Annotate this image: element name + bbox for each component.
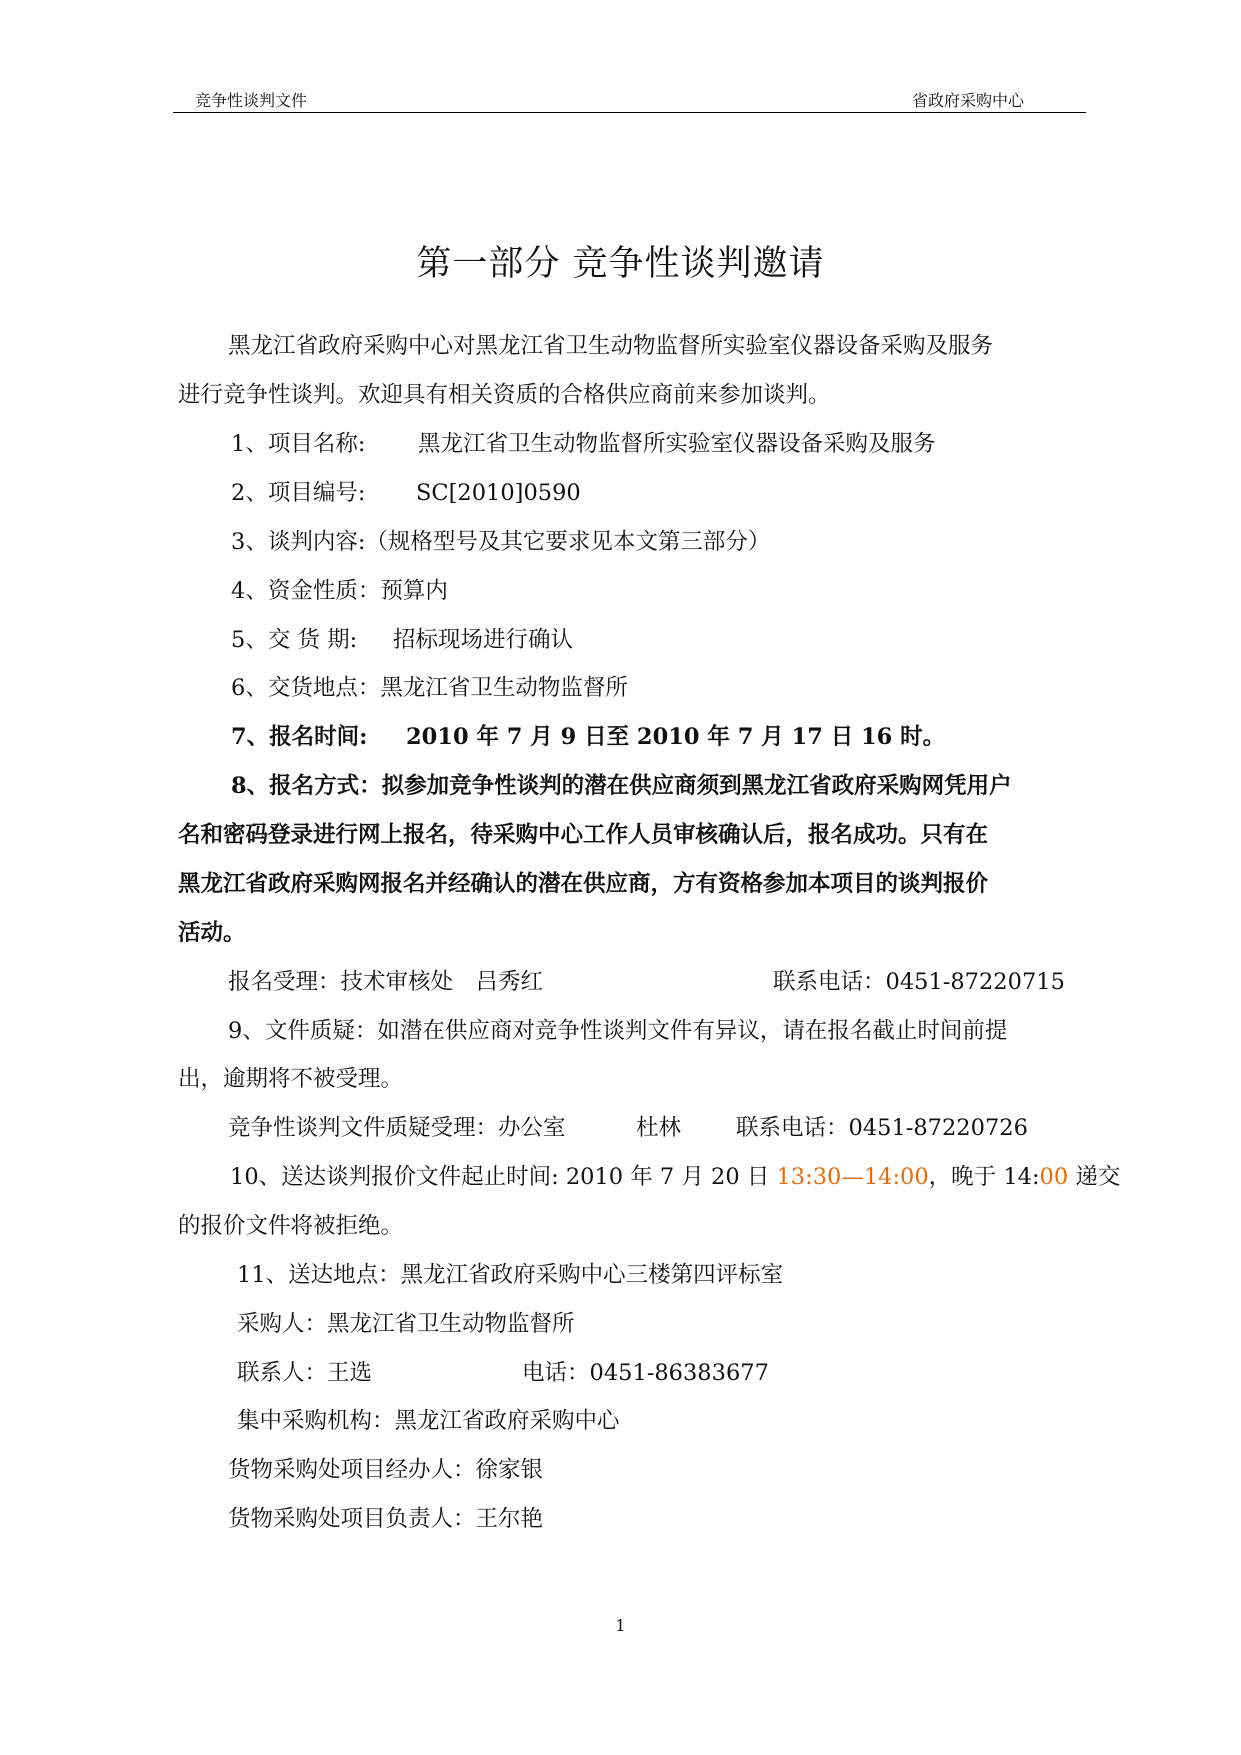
buyer-contact: 联系人：王选 (237, 1360, 373, 1386)
header-organization: 省政府采购中心 (911, 91, 1024, 110)
buyer-phone: 电话：0451-86383677 (522, 1360, 769, 1386)
intro-line-2: 进行竞争性谈判。欢迎具有相关资质的合格供应商前来参加谈判。 (178, 382, 831, 408)
intro-line-1: 黑龙江省政府采购中心对黑龙江省卫生动物监督所实验室仪器设备采购及服务 (228, 333, 994, 359)
item-7-label: 7、报名时间: (231, 724, 368, 750)
item-10-text-a: 10、送达谈判报价文件起止时间: 2010 年 7 月 20 日 (230, 1164, 777, 1190)
item-10-line-2: 的报价文件将被拒绝。 (178, 1213, 404, 1239)
item-1-label: 1、项目名称: (231, 431, 366, 457)
item-10-time-range: 13:30—14:00 (776, 1164, 929, 1190)
item-2-value: SC[2010]0590 (416, 480, 581, 506)
doubt-phone: 联系电话：0451-87220726 (736, 1115, 1028, 1141)
item-4: 4、资金性质：预算内 (231, 578, 448, 604)
page-title: 第一部分 竞争性谈判邀请 (416, 244, 825, 284)
procurement-agency: 集中采购机构：黑龙江省政府采购中心 (237, 1408, 620, 1434)
item-8-line-1: 8、报名方式：拟参加竞争性谈判的潜在供应商须到黑龙江省政府采购网凭用户 (231, 773, 1012, 799)
item-5-value: 招标现场进行确认 (393, 627, 574, 653)
item-7-value: 2010 年 7 月 9 日至 2010 年 7 月 17 日 16 时。 (406, 724, 946, 750)
page-number: 1 (615, 1616, 626, 1635)
item-3: 3、谈判内容:（规格型号及其它要求见本文第三部分） (231, 529, 771, 555)
header-doc-title: 竞争性谈判文件 (195, 91, 308, 110)
registration-contact: 报名受理：技术审核处 吕秀红 (228, 969, 544, 995)
doubt-contact-name: 杜林 (636, 1115, 682, 1141)
item-10-text-b: ，晚于 14: (928, 1164, 1040, 1190)
item-8-line-3: 黑龙江省政府采购网报名并经确认的潜在供应商，方有资格参加本项目的谈判报价 (178, 871, 989, 897)
item-10-minutes: 00 (1039, 1164, 1069, 1190)
registration-phone: 联系电话：0451-87220715 (773, 969, 1065, 995)
item-10-line-1 (230, 1162, 1120, 1192)
project-leader: 货物采购处项目负责人：王尔艳 (228, 1506, 544, 1532)
item-1-value: 黑龙江省卫生动物监督所实验室仪器设备采购及服务 (418, 431, 936, 457)
item-11: 11、送达地点：黑龙江省政府采购中心三楼第四评标室 (237, 1262, 784, 1288)
item-9-line-2: 出，逾期将不被受理。 (178, 1066, 404, 1092)
project-handler: 货物采购处项目经办人：徐家银 (228, 1457, 544, 1483)
item-10-text-d: 递交 (1068, 1164, 1121, 1190)
item-8-line-2: 名和密码登录进行网上报名，待采购中心工作人员审核确认后，报名成功。只有在 (178, 822, 989, 848)
item-2-label: 2、项目编号: (231, 480, 366, 506)
item-9-line-1: 9、文件质疑：如潜在供应商对竞争性谈判文件有异议，请在报名截止时间前提 (228, 1018, 1008, 1044)
doubt-office: 竞争性谈判文件质疑受理：办公室 (228, 1115, 566, 1141)
page-header (173, 86, 1086, 113)
item-8-line-4: 活动。 (178, 920, 246, 946)
item-6: 6、交货地点：黑龙江省卫生动物监督所 (231, 675, 628, 701)
buyer: 采购人：黑龙江省卫生动物监督所 (237, 1311, 575, 1337)
item-5-label: 5、交 货 期: (231, 627, 358, 653)
